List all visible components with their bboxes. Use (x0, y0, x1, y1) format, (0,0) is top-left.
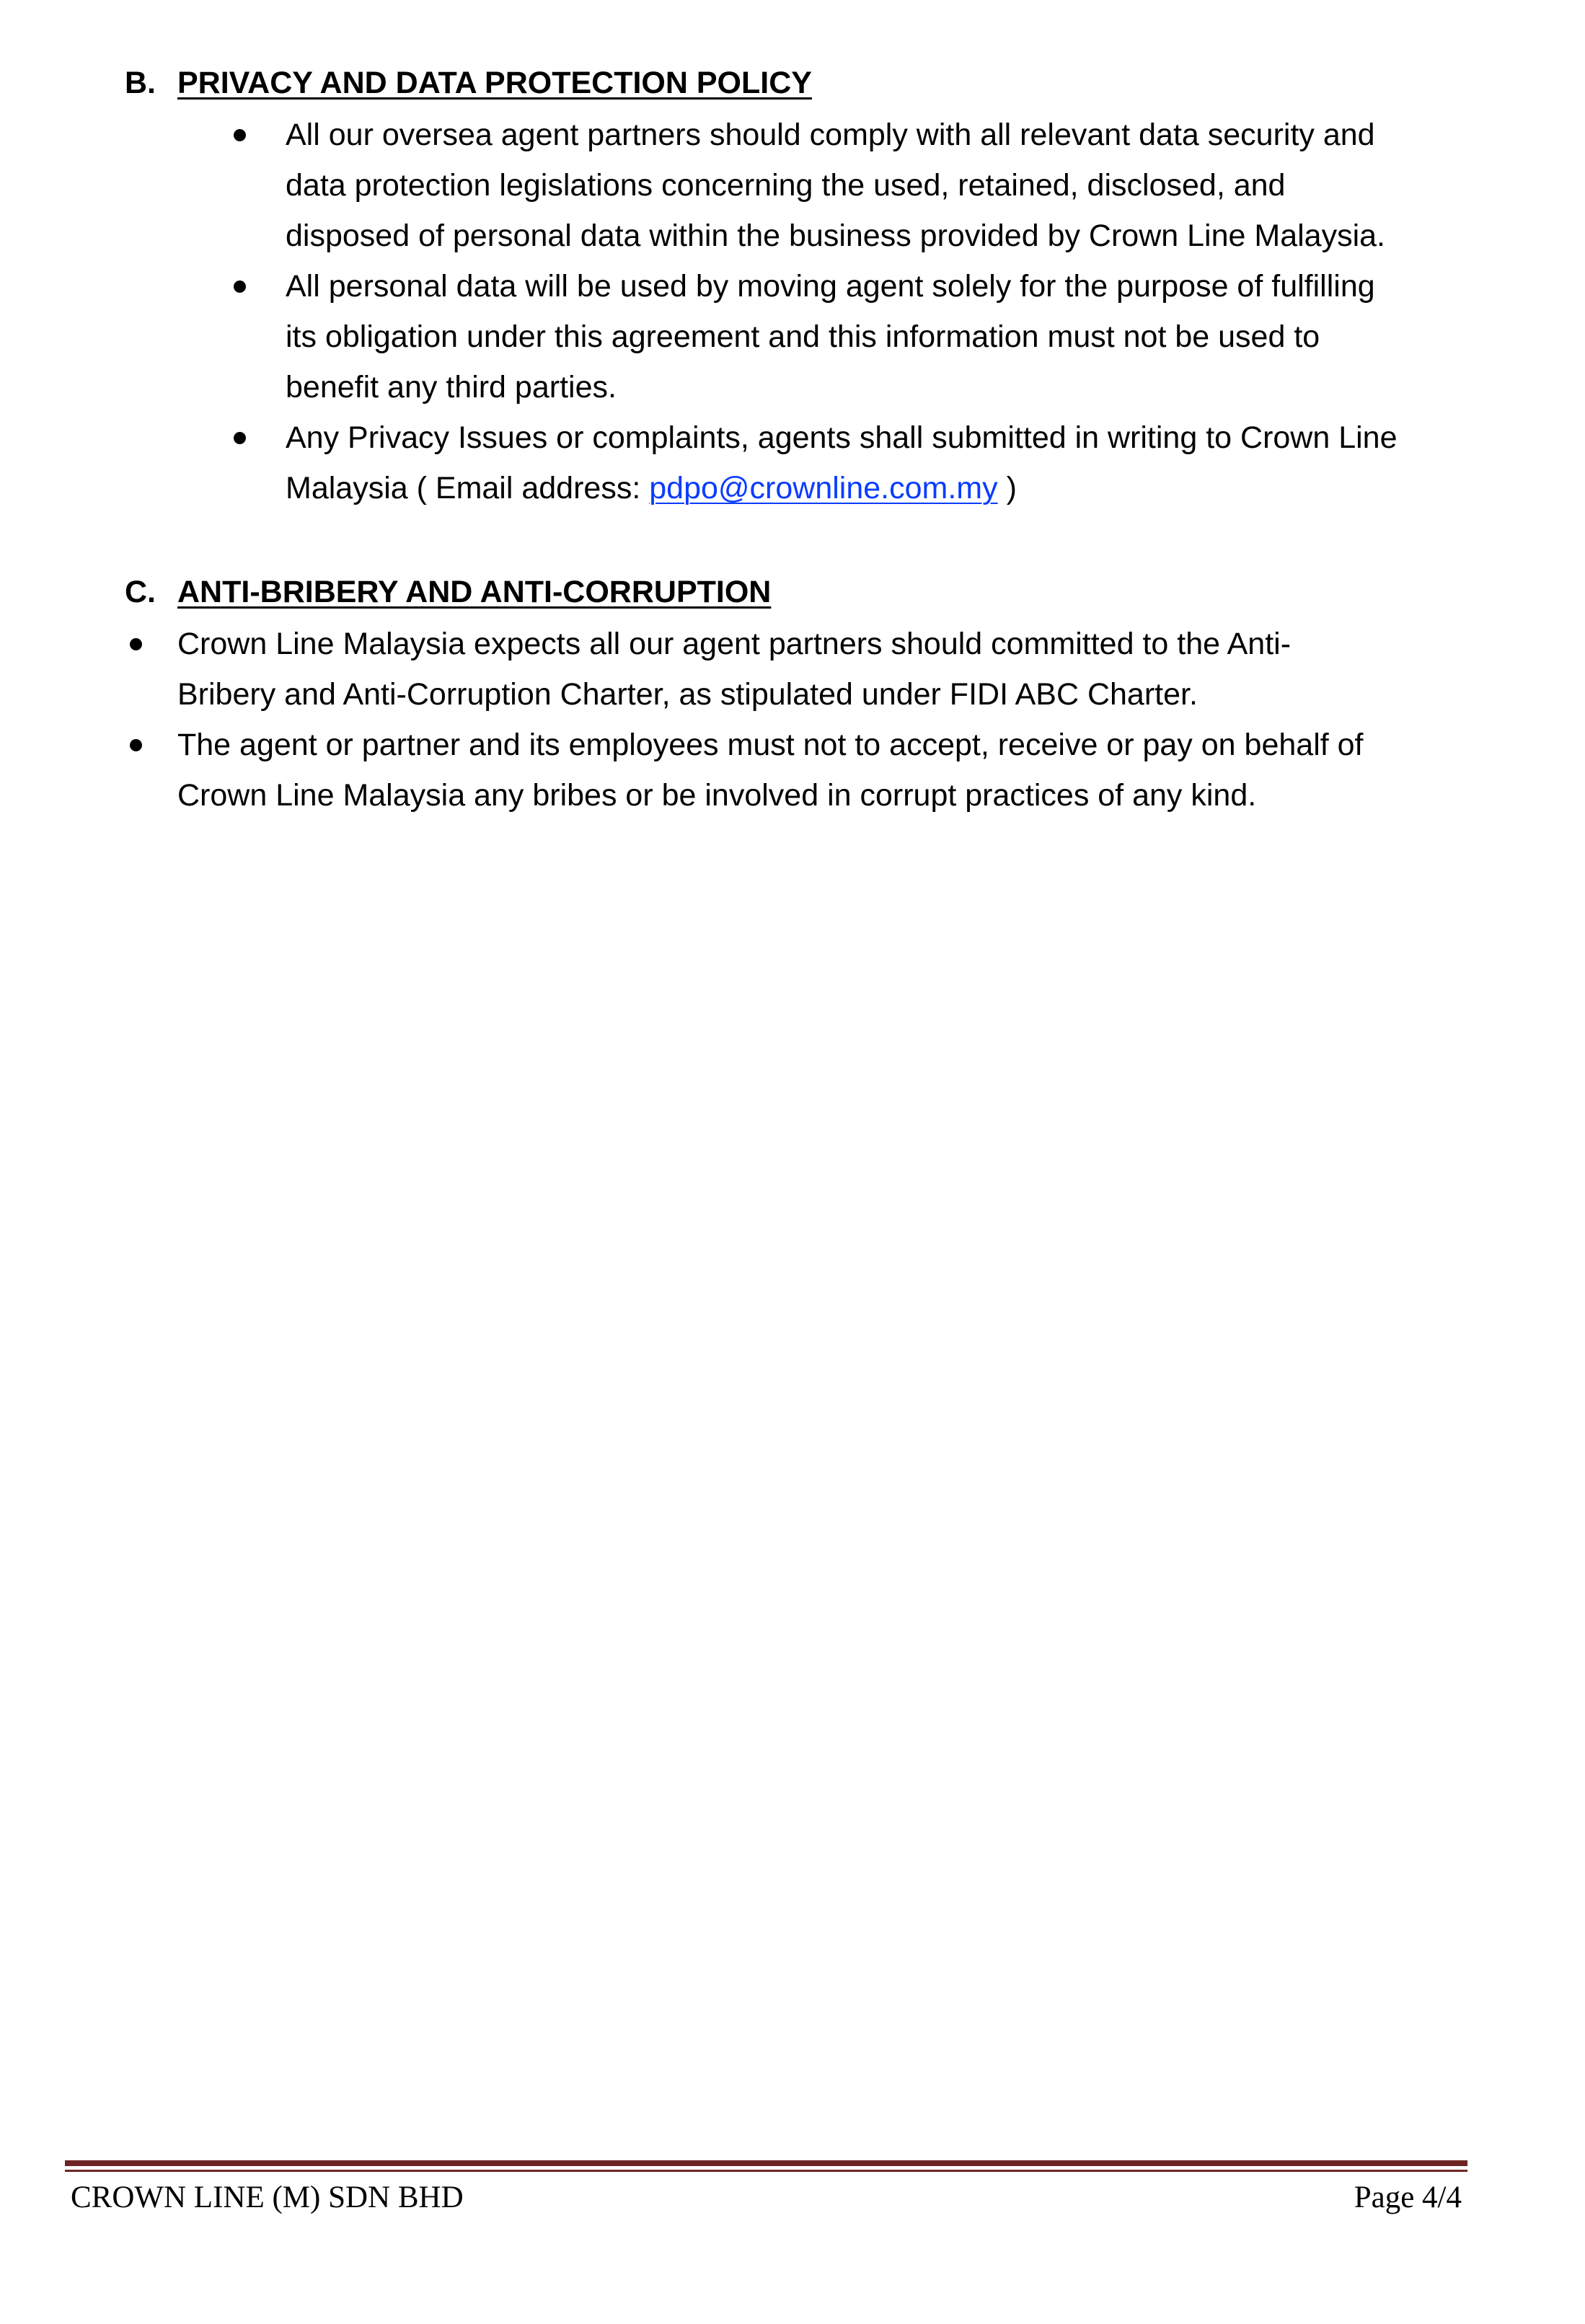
section-b-list (286, 110, 1511, 513)
list-item-line: Bribery and Anti-Corruption Charter, as stipulated under FIDI ABC Charter. (177, 677, 1198, 712)
list-item-line: Crown Line Malaysia any bribes or be involved in corrupt practices of any kind. (177, 778, 1257, 813)
list-item-line: All personal data will be used by moving agent solely for the purpose of fulfilling (286, 269, 1375, 304)
email-link[interactable]: pdpo@crownline.com.my (649, 471, 998, 505)
section-c-letter: C. (125, 575, 156, 609)
list-item (286, 412, 1511, 513)
list-item-line: The agent or partner and its employees must not to accept, receive or pay on behalf of (177, 728, 1364, 762)
list-item-line (286, 463, 1511, 513)
email-suffix: ) (997, 471, 1017, 505)
section-c-title: ANTI-BRIBERY AND ANTI-CORRUPTION (177, 575, 772, 609)
bullet-icon (130, 638, 142, 650)
email-label: Malaysia ( Email address: (286, 471, 650, 505)
list-item (177, 720, 1511, 821)
bullet-icon (234, 280, 246, 293)
list-item-line: benefit any third parties. (286, 370, 617, 405)
footer-divider-thin (65, 2170, 1467, 2172)
list-item-line: Crown Line Malaysia expects all our agent partners should committed to the Anti- (177, 627, 1292, 661)
footer-company-name: CROWN LINE (M) SDN BHD (71, 2181, 464, 2214)
list-item (286, 261, 1511, 412)
bullet-icon (234, 432, 246, 444)
list-item-line: disposed of personal data within the business provided by Crown Line Malaysia. (286, 218, 1385, 253)
bullet-icon (130, 739, 142, 751)
list-item-line: All our oversea agent partners should comply with all relevant data security and (286, 118, 1375, 152)
list-item (286, 110, 1511, 261)
footer-page-number: Page 4/4 (1354, 2181, 1462, 2214)
list-item-line: data protection legislations concerning the used, retained, disclosed, and (286, 168, 1286, 203)
section-b-title: PRIVACY AND DATA PROTECTION POLICY (177, 66, 812, 100)
section-c-list (177, 619, 1511, 821)
bullet-icon (234, 129, 246, 141)
section-b-letter: B. (125, 66, 156, 100)
list-item-line: its obligation under this agreement and this information must not be used to (286, 319, 1320, 354)
list-item (177, 619, 1511, 720)
list-item-line: Any Privacy Issues or complaints, agents shall submitted in writing to Crown Line (286, 420, 1398, 455)
footer-divider (65, 2160, 1467, 2166)
